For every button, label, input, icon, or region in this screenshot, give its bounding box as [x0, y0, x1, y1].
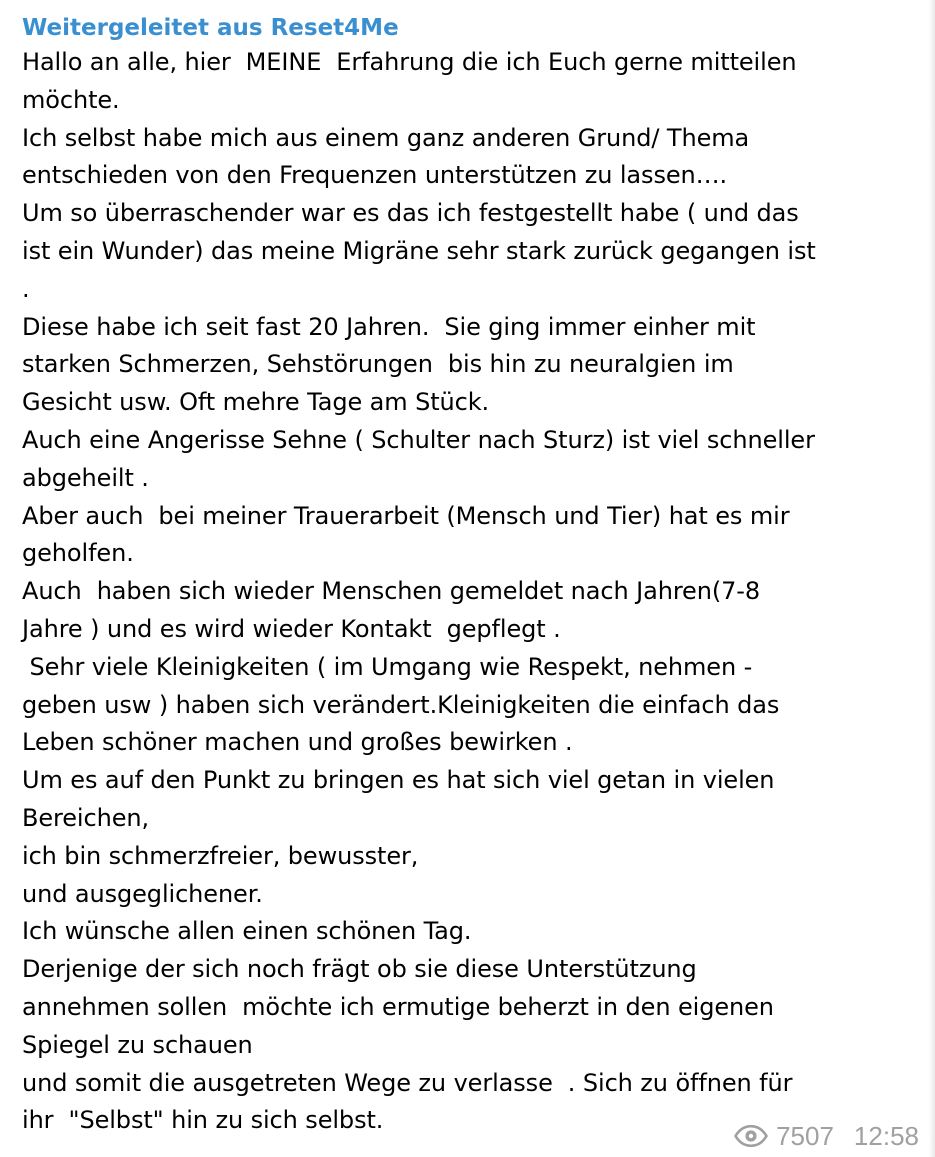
message-line: und ausgeglichener.: [22, 879, 263, 908]
message-line: ihr "Selbst" hin zu sich selbst.: [22, 1106, 384, 1135]
message-line: Um es auf den Punkt zu bringen es hat sich viel getan in vielen: [22, 766, 775, 795]
message-line: möchte.: [22, 85, 120, 114]
message-line: Ich selbst habe mich aus einem ganz anderen Grund/ Thema: [22, 123, 750, 152]
message-line: ich bin schmerzfreier, bewusster,: [22, 841, 419, 870]
message-line: starken Schmerzen, Sehstörungen bis hin zu neuralgien im: [22, 350, 734, 379]
message-line: Hallo an alle, hier MEINE Erfahrung die ich Euch gerne mitteilen: [22, 48, 797, 76]
message-line: Spiegel zu schauen: [22, 1030, 253, 1059]
message-time: 12:58: [853, 1121, 919, 1151]
message-line: geben usw ) haben sich verändert.Kleinigkeiten die einfach das: [22, 690, 780, 719]
message-line: ist ein Wunder) das meine Migräne sehr stark zurück gegangen ist: [22, 236, 816, 265]
message-line: .: [22, 274, 30, 303]
message-line: Jahre ) und es wird wieder Kontakt gepflegt .: [22, 614, 561, 643]
message-line: Derjenige der sich noch frägt ob sie diese Unterstützung: [22, 955, 697, 984]
message-line: Bereichen,: [22, 803, 150, 832]
message-text: [22, 44, 921, 1140]
forwarded-from-link[interactable]: Weitergeleitet aus Reset4Me: [22, 15, 399, 41]
eye-icon: [734, 1125, 768, 1147]
message-line: Sehr viele Kleinigkeiten ( im Umgang wie Respekt, nehmen -: [22, 652, 753, 681]
message-line: Auch haben sich wieder Menschen gemeldet nach Jahren(7-8: [22, 577, 760, 606]
message-line: annehmen sollen möchte ich ermutige beherzt in den eigenen: [22, 992, 774, 1021]
message-line: geholfen.: [22, 539, 134, 568]
message-line: Gesicht usw. Oft mehre Tage am Stück.: [22, 388, 490, 417]
message-line: Diese habe ich seit fast 20 Jahren. Sie ging immer einher mit: [22, 312, 756, 341]
message-line: abgeheilt .: [22, 463, 149, 492]
message-line: und somit die ausgetreten Wege zu verlasse . Sich zu öffnen für: [22, 1068, 793, 1097]
message-line: Leben schöner machen und großes bewirken .: [22, 728, 573, 757]
message-line: Ich wünsche allen einen schönen Tag.: [22, 917, 472, 946]
message-line: Auch eine Angerisse Sehne ( Schulter nach Sturz) ist viel schneller: [22, 425, 815, 454]
message-line: Aber auch bei meiner Trauerarbeit (Mensch und Tier) hat es mir: [22, 501, 790, 530]
view-count: 7507: [776, 1121, 834, 1151]
message-meta: [734, 1121, 919, 1151]
message-line: Um so überraschender war es das ich festgestellt habe ( und das: [22, 199, 799, 228]
message-line: entschieden von den Frequenzen unterstützen zu lassen….: [22, 161, 728, 190]
